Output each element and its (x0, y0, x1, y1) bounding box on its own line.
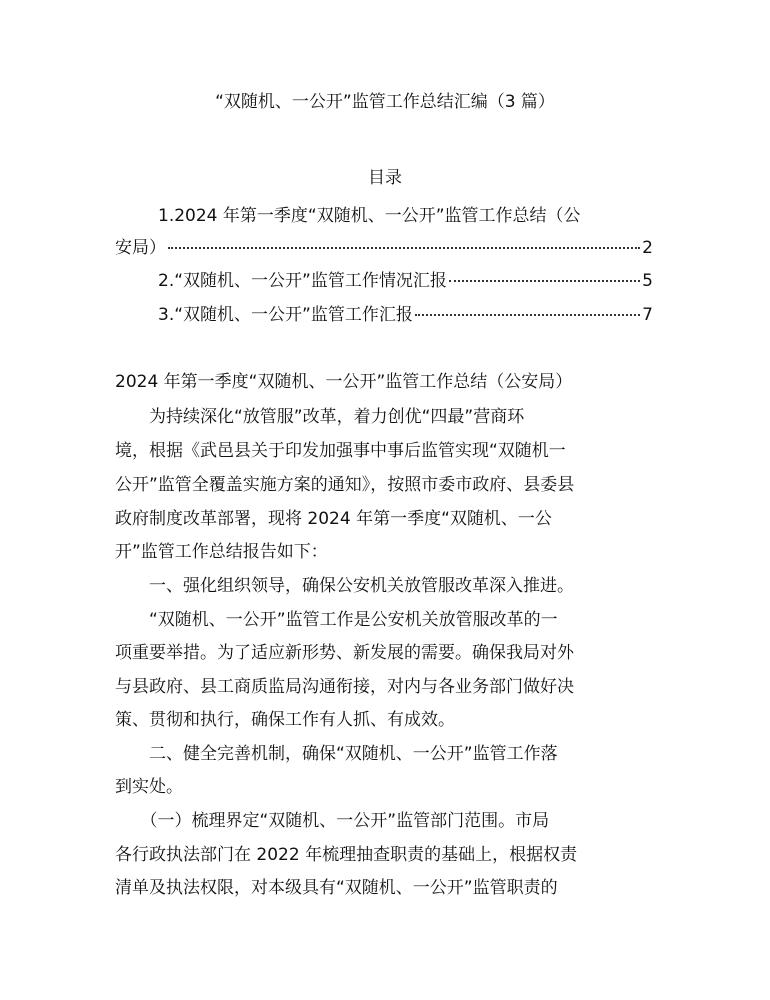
toc-item-1-page: 2 (642, 238, 653, 258)
body-line: “双随机、一公开”监管工作是公安机关放管服改革的一 (115, 610, 558, 630)
body-line: 公开”监管全覆盖实施方案的通知》，按照市委市政府、县委县 (115, 475, 575, 495)
section-heading: 2024 年第一季度“双随机、一公开”监管工作总结（公安局） (115, 372, 573, 392)
toc-item-1[interactable] (115, 236, 653, 260)
toc-item-1-line-1[interactable]: 1.2024 年第一季度“双随机、一公开”监管工作总结（公 (158, 206, 581, 226)
toc-leader-dots (168, 247, 640, 249)
toc-leader-dots (415, 314, 640, 316)
subheading-1: 一、强化组织领导，确保公安机关放管服改革深入推进。 (115, 576, 574, 596)
body-line: 项重要举措。为了适应新形势、新发展的需要。确保我局对外 (115, 643, 574, 663)
toc-item-3-page: 7 (642, 305, 653, 325)
body-line: 清单及执法权限，对本级具有“双随机、一公开”监管职责的 (115, 878, 558, 898)
body-line: 各行政执法部门在 2022 年梳理抽查职责的基础上，根据权责 (115, 845, 578, 865)
document-title: “双随机、一公开”监管工作总结汇编（3 篇） (215, 92, 555, 112)
body-line: 策、贯彻和执行，确保工作有人抓、有成效。 (115, 710, 455, 730)
toc-item-3-text: 3.“双随机、一公开”监管工作汇报 (158, 305, 413, 325)
body-line: （一）梳理界定“双随机、一公开”监管部门范围。市局 (115, 811, 550, 831)
toc-heading: 目录 (368, 168, 402, 188)
toc-item-2-text: 2.“双随机、一公开”监管工作情况汇报 (158, 271, 447, 291)
subheading-2: 二、健全完善机制，确保“双随机、一公开”监管工作落 (115, 744, 558, 764)
toc-item-1-line-2: 安局） (115, 238, 166, 258)
body-line: 到实处。 (115, 777, 183, 797)
body-line: 境，根据《武邑县关于印发加强事中事后监管实现“双随机一 (115, 441, 566, 461)
toc-item-3[interactable] (158, 303, 653, 327)
toc-item-2[interactable] (158, 269, 653, 293)
body-line: 与县政府、县工商质监局沟通衔接，对内与各业务部门做好决 (115, 677, 574, 697)
toc-leader-dots (449, 280, 640, 282)
toc-item-2-page: 5 (642, 271, 653, 291)
body-line: 为持续深化“放管服”改革，着力创优“四最”营商环 (115, 407, 525, 427)
body-line: 开”监管工作总结报告如下： (115, 542, 328, 562)
body-line: 政府制度改革部署，现将 2024 年第一季度“双随机、一公 (115, 509, 552, 529)
